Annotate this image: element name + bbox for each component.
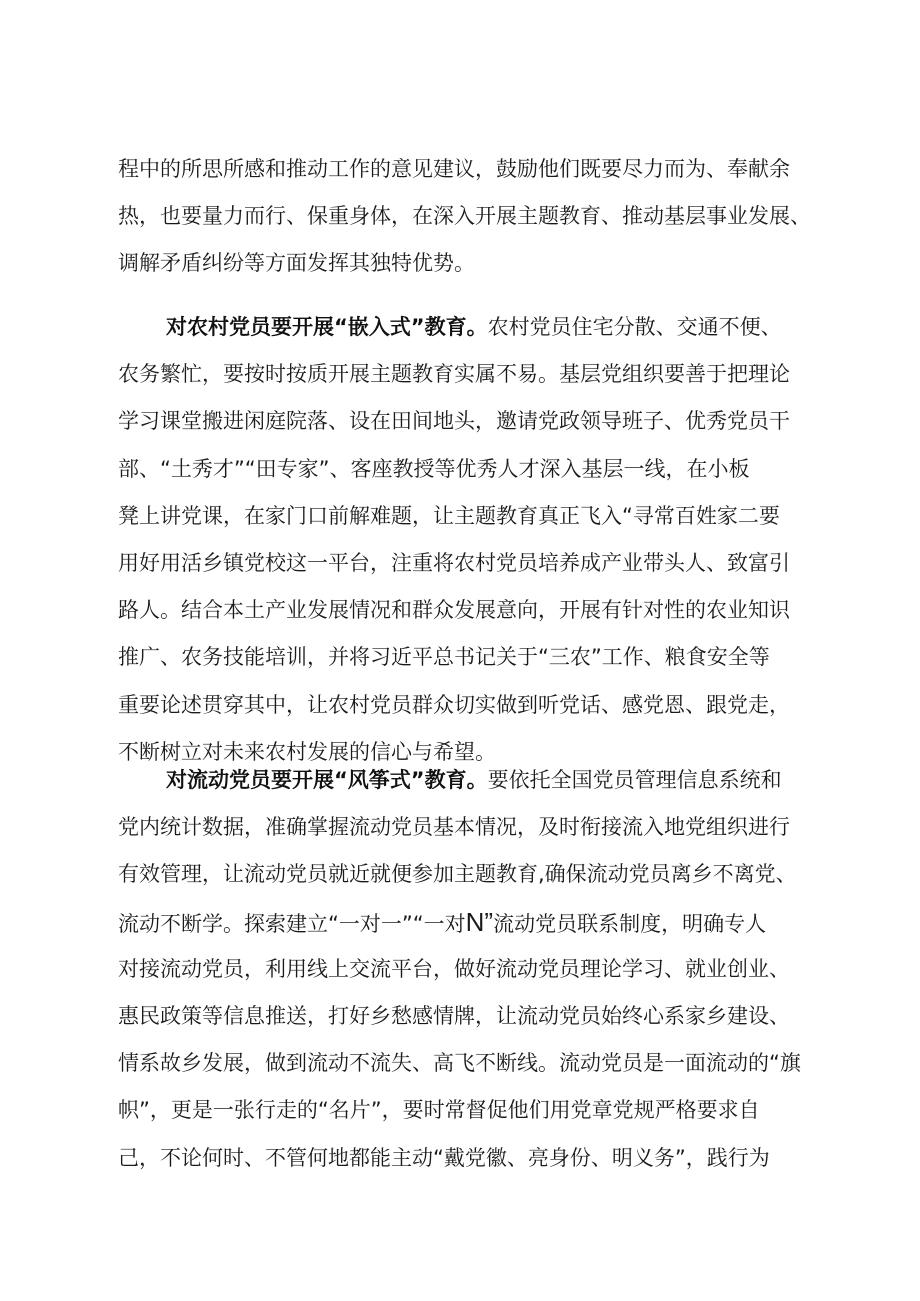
text-line: 情系故乡发展，做到流动不流失、高飞不断线。流动党员是一面流动的“旗 bbox=[118, 1051, 801, 1076]
text-line: 有效管理，让流动党员就近就便参加主题教育,确保流动党员离乡不离党、 bbox=[118, 862, 797, 887]
text-line: 己，不论何时、不管何地都能主动“戴党徽、亮身份、明义务”，践行为 bbox=[118, 1145, 770, 1170]
paragraph-continuation bbox=[118, 146, 830, 288]
text-run: 要依托全国党员管理信息系统和 bbox=[487, 768, 782, 792]
text-run: 流动党员联系制度，明确专人 bbox=[493, 911, 767, 936]
text-line: 用好用活乡镇党校这一平台，注重将农村党员培养成产业带头人、致富引 bbox=[118, 550, 790, 575]
text-line: 热，也要量力而行、保重身体，在深入开展主题教育、推动基层事业发展、 bbox=[118, 204, 811, 229]
text-line: 惠民政策等信息推送，打好乡愁感情牌，让流动党员始终心系家乡建设、 bbox=[118, 1003, 790, 1028]
text-run: 农村党员住宅分散、交通不便、 bbox=[487, 315, 782, 339]
text-line: 帜”，更是一张行走的“名片”，要时常督促他们用党章党规严格要求自 bbox=[118, 1098, 760, 1123]
text-line: 部、“土秀才”“田专家”、客座教授等优秀人才深入基层一线，在小板 bbox=[118, 456, 750, 481]
text-line: 凳上讲党课，在家门口前解难题，让主题教育真正飞入“寻常百姓家二要 bbox=[118, 503, 780, 528]
text-line: 学习课堂搬进闲庭院落、设在田间地头，邀请党政领导班子、优秀党员干 bbox=[118, 409, 790, 434]
text-line: 调解矛盾纠纷等方面发挥其独特优势。 bbox=[118, 251, 475, 276]
text-line bbox=[118, 757, 830, 804]
text-line bbox=[118, 304, 830, 351]
text-line: 路人。结合本土产业发展情况和群众发展意向，开展有针对性的农业知识 bbox=[118, 598, 790, 623]
text-line: 推广、农务技能培训，并将习近平总书记关于“三农”工作、粮食安全等 bbox=[118, 645, 770, 670]
paragraph-lead-heading: 对农村党员要开展“嵌入式”教育。 bbox=[166, 315, 488, 339]
text-line: 重要论述贯穿其中，让农村党员群众切实做到听党话、感党恩、跟党走， bbox=[118, 692, 790, 717]
text-line: 程中的所思所感和推动工作的意见建议，鼓励他们既要尽力而为、奉献余 bbox=[118, 157, 790, 181]
text-line: 对接流动党员，利用线上交流平台，做好流动党员理论学习、就业创业、 bbox=[118, 956, 790, 981]
text-run-n: N” bbox=[465, 906, 494, 937]
paragraph-rural-members bbox=[118, 304, 830, 776]
paragraph-mobile-members bbox=[118, 757, 830, 1182]
text-line: 农务繁忙，要按时按质开展主题教育实属不易。基层党组织要善于把理论 bbox=[118, 362, 790, 387]
text-line: 党内统计数据，准确掌握流动党员基本情况，及时衔接流入地党组织进行 bbox=[118, 815, 790, 840]
text-line: 不断树立对未来农村发展的信心与希望。 bbox=[118, 739, 496, 764]
text-run: 流动不断学。探索建立“一对一”“一对 bbox=[118, 911, 466, 936]
text-line bbox=[118, 899, 830, 946]
paragraph-lead-heading: 对流动党员要开展“风筝式”教育。 bbox=[166, 768, 488, 792]
